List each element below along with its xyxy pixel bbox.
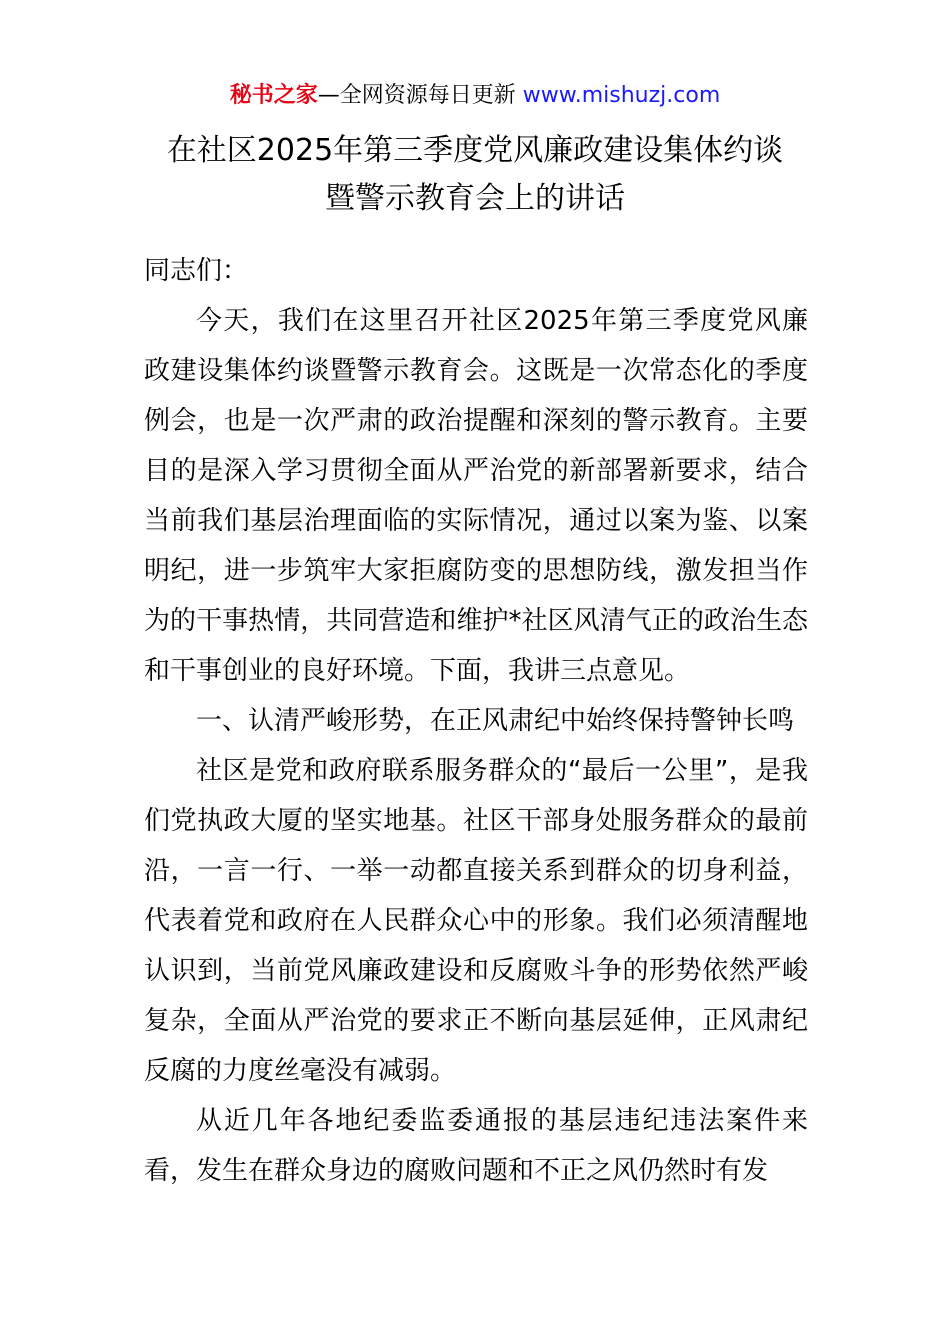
section-heading-1: 一、认清严峻形势，在正风肃纪中始终保持警钟长鸣: [196, 706, 795, 736]
document-title: [0, 127, 950, 223]
site-banner: [0, 80, 950, 112]
site-slogan: —全网资源每日更新: [317, 83, 523, 108]
paragraph-section-1-cont: 从近几年各地纪委监委通报的基层违纪违法案件来看，发生在群众身边的腐败问题和不正之风仍然时有发: [144, 1106, 808, 1186]
title-line-1: 在社区2025年第三季度党风廉政建设集体约谈: [166, 133, 784, 168]
paragraph-section-1: 社区是党和政府联系服务群众的“最后一公里”，是我们党执政大厦的坚实地基。社区干部身处服务群众的最前沿，一言一行、一举一动都直接关系到群众的切身利益，代表着党和政府在人民群众心中的形象。我们必须清醒地认识到，当前党风廉政建设和反腐败斗争的形势依然严峻复杂，全面从严治党的要求正不断向基层延伸，正风肃纪反腐的力度丝毫没有减弱。: [144, 756, 808, 1086]
title-line-2: 暨警示教育会上的讲话: [325, 181, 625, 216]
site-url[interactable]: www.mishuzj.com: [522, 83, 721, 108]
salutation: 同志们：: [144, 256, 249, 286]
document-body: [144, 246, 808, 1196]
paragraph-intro: 今天，我们在这里召开社区2025年第三季度党风廉政建设集体约谈暨警示教育会。这既是一次常态化的季度例会，也是一次严肃的政治提醒和深刻的警示教育。主要目的是深入学习贯彻全面从严治党的新部署新要求，结合当前我们基层治理面临的实际情况，通过以案为鉴、以案明纪，进一步筑牢大家拒腐防变的思想防线，激发担当作为的干事热情，共同营造和维护*社区风清气正的政治生态和干事创业的良好环境。下面，我讲三点意见。: [144, 306, 808, 686]
site-brand: 秘书之家: [229, 83, 318, 108]
